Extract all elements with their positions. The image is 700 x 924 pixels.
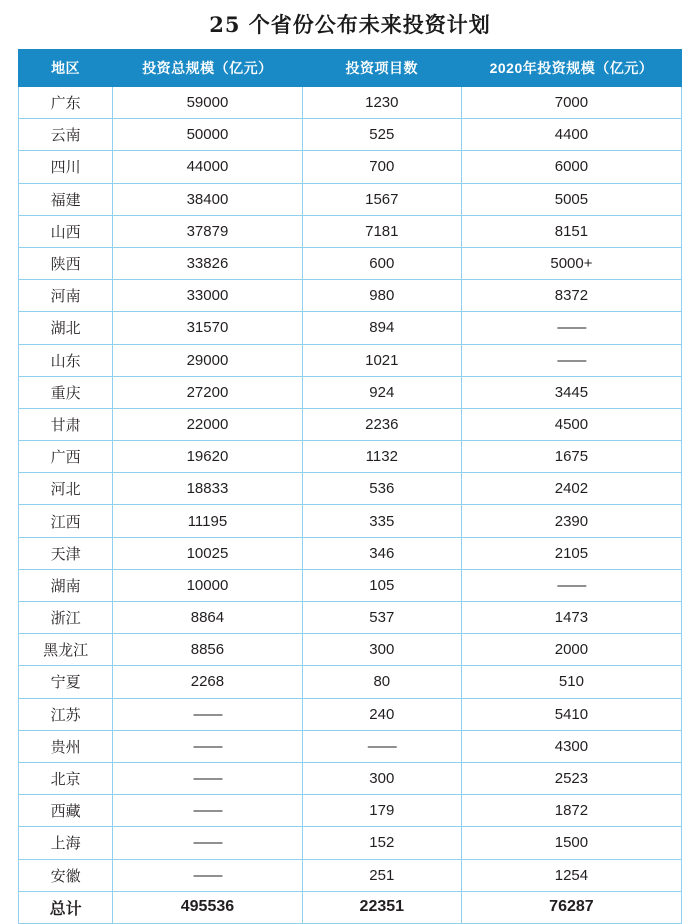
cell-total-investment: 27200 (113, 376, 303, 408)
cell-project-count: 1132 (302, 441, 461, 473)
cell-2020-investment: —— (461, 312, 681, 344)
cell-region: 江苏 (19, 698, 113, 730)
table-row (19, 247, 682, 279)
cell-project-count: —— (302, 730, 461, 762)
table-row (19, 151, 682, 183)
cell-region: 四川 (19, 151, 113, 183)
table-row (19, 859, 682, 891)
cell-total-investment: 31570 (113, 312, 303, 344)
cell-project-count: 251 (302, 859, 461, 891)
cell-total-investment: —— (113, 730, 303, 762)
cell-2020-investment: 1254 (461, 859, 681, 891)
cell-2020-investment: 2105 (461, 537, 681, 569)
cell-region: 黑龙江 (19, 634, 113, 666)
cell-project-count: 600 (302, 247, 461, 279)
table-row (19, 762, 682, 794)
cell-2020-investment: 4300 (461, 730, 681, 762)
cell-2020-investment: 2402 (461, 473, 681, 505)
cell-project-count: 300 (302, 762, 461, 794)
cell-project-count: 346 (302, 537, 461, 569)
cell-total-investment: 8856 (113, 634, 303, 666)
cell-2020-investment: 5005 (461, 183, 681, 215)
table-row (19, 827, 682, 859)
cell-project-count: 700 (302, 151, 461, 183)
cell-total-investment: 2268 (113, 666, 303, 698)
cell-2020-investment: 1473 (461, 602, 681, 634)
table-row (19, 634, 682, 666)
cell-2020-investment: 510 (461, 666, 681, 698)
cell-project-count: 1567 (302, 183, 461, 215)
cell-2020-investment: 4500 (461, 408, 681, 440)
cell-region: 重庆 (19, 376, 113, 408)
column-header-total-investment: 投资总规模（亿元） (113, 50, 303, 87)
cell-total-investment: 44000 (113, 151, 303, 183)
cell-project-count: 2236 (302, 408, 461, 440)
cell-region: 江西 (19, 505, 113, 537)
cell-region: 上海 (19, 827, 113, 859)
table-row (19, 215, 682, 247)
table-row (19, 441, 682, 473)
cell-total-label: 总计 (19, 891, 113, 923)
table-row (19, 473, 682, 505)
column-header-2020-investment: 2020年投资规模（亿元） (461, 50, 681, 87)
cell-2020-investment: 7000 (461, 87, 681, 119)
cell-project-count: 179 (302, 795, 461, 827)
table-row (19, 119, 682, 151)
cell-total-investment: —— (113, 698, 303, 730)
cell-project-count: 240 (302, 698, 461, 730)
cell-project-count: 335 (302, 505, 461, 537)
cell-2020-investment: 8372 (461, 280, 681, 312)
cell-project-count: 536 (302, 473, 461, 505)
cell-region: 广东 (19, 87, 113, 119)
cell-total-investment: —— (113, 827, 303, 859)
cell-total-investment: 11195 (113, 505, 303, 537)
table-row (19, 569, 682, 601)
cell-total-investment: 19620 (113, 441, 303, 473)
cell-2020-investment: 3445 (461, 376, 681, 408)
cell-project-count: 7181 (302, 215, 461, 247)
table-row (19, 183, 682, 215)
column-header-region: 地区 (19, 50, 113, 87)
table-row (19, 312, 682, 344)
cell-region: 山东 (19, 344, 113, 376)
cell-total-investment: 33000 (113, 280, 303, 312)
cell-total-investment: 50000 (113, 119, 303, 151)
table-row (19, 376, 682, 408)
table-row (19, 698, 682, 730)
cell-total-investment: —— (113, 795, 303, 827)
investment-plan-table (18, 49, 682, 924)
cell-project-count: 537 (302, 602, 461, 634)
cell-project-count: 152 (302, 827, 461, 859)
cell-project-count: 980 (302, 280, 461, 312)
cell-region: 福建 (19, 183, 113, 215)
table-row (19, 408, 682, 440)
cell-2020-investment: 1675 (461, 441, 681, 473)
table-row (19, 87, 682, 119)
cell-total-investment: 18833 (113, 473, 303, 505)
cell-project-count: 300 (302, 634, 461, 666)
cell-total-investment: 10025 (113, 537, 303, 569)
cell-2020-investment: 2390 (461, 505, 681, 537)
table-row (19, 505, 682, 537)
cell-region: 云南 (19, 119, 113, 151)
cell-2020-investment: 1500 (461, 827, 681, 859)
table-row (19, 280, 682, 312)
cell-region: 河南 (19, 280, 113, 312)
cell-2020-investment: 2000 (461, 634, 681, 666)
table-row (19, 795, 682, 827)
cell-project-count: 80 (302, 666, 461, 698)
cell-2020-investment-sum: 76287 (461, 891, 681, 923)
cell-project-count: 105 (302, 569, 461, 601)
page-title: 25 个省份公布未来投资计划 (209, 12, 491, 37)
column-header-project-count: 投资项目数 (302, 50, 461, 87)
cell-total-investment: 37879 (113, 215, 303, 247)
cell-total-investment: 29000 (113, 344, 303, 376)
cell-total-investment: 33826 (113, 247, 303, 279)
cell-region: 甘肃 (19, 408, 113, 440)
cell-project-count: 924 (302, 376, 461, 408)
cell-region: 天津 (19, 537, 113, 569)
cell-region: 宁夏 (19, 666, 113, 698)
cell-2020-investment: —— (461, 569, 681, 601)
cell-project-count-sum: 22351 (302, 891, 461, 923)
cell-total-investment: —— (113, 859, 303, 891)
cell-project-count: 1230 (302, 87, 461, 119)
cell-region: 山西 (19, 215, 113, 247)
cell-2020-investment: 5410 (461, 698, 681, 730)
table-header (19, 50, 682, 87)
table-row (19, 666, 682, 698)
cell-region: 贵州 (19, 730, 113, 762)
cell-total-investment: 38400 (113, 183, 303, 215)
cell-region: 安徽 (19, 859, 113, 891)
cell-2020-investment: 5000+ (461, 247, 681, 279)
table-body (19, 87, 682, 924)
cell-2020-investment: 6000 (461, 151, 681, 183)
table-header-row (19, 50, 682, 87)
cell-total-investment: 8864 (113, 602, 303, 634)
cell-region: 湖南 (19, 569, 113, 601)
table-row (19, 730, 682, 762)
cell-total-investment: 10000 (113, 569, 303, 601)
cell-2020-investment: 1872 (461, 795, 681, 827)
table-row (19, 344, 682, 376)
cell-region: 陕西 (19, 247, 113, 279)
cell-2020-investment: —— (461, 344, 681, 376)
cell-total-investment: —— (113, 762, 303, 794)
table-row (19, 602, 682, 634)
cell-2020-investment: 2523 (461, 762, 681, 794)
table-row (19, 537, 682, 569)
cell-region: 北京 (19, 762, 113, 794)
cell-2020-investment: 4400 (461, 119, 681, 151)
cell-region: 湖北 (19, 312, 113, 344)
cell-region: 西藏 (19, 795, 113, 827)
cell-project-count: 1021 (302, 344, 461, 376)
cell-region: 广西 (19, 441, 113, 473)
cell-project-count: 525 (302, 119, 461, 151)
cell-2020-investment: 8151 (461, 215, 681, 247)
cell-region: 河北 (19, 473, 113, 505)
table-total-row (19, 891, 682, 923)
cell-total-investment: 59000 (113, 87, 303, 119)
cell-region: 浙江 (19, 602, 113, 634)
cell-total-investment: 22000 (113, 408, 303, 440)
cell-project-count: 894 (302, 312, 461, 344)
cell-total-investment-sum: 495536 (113, 891, 303, 923)
